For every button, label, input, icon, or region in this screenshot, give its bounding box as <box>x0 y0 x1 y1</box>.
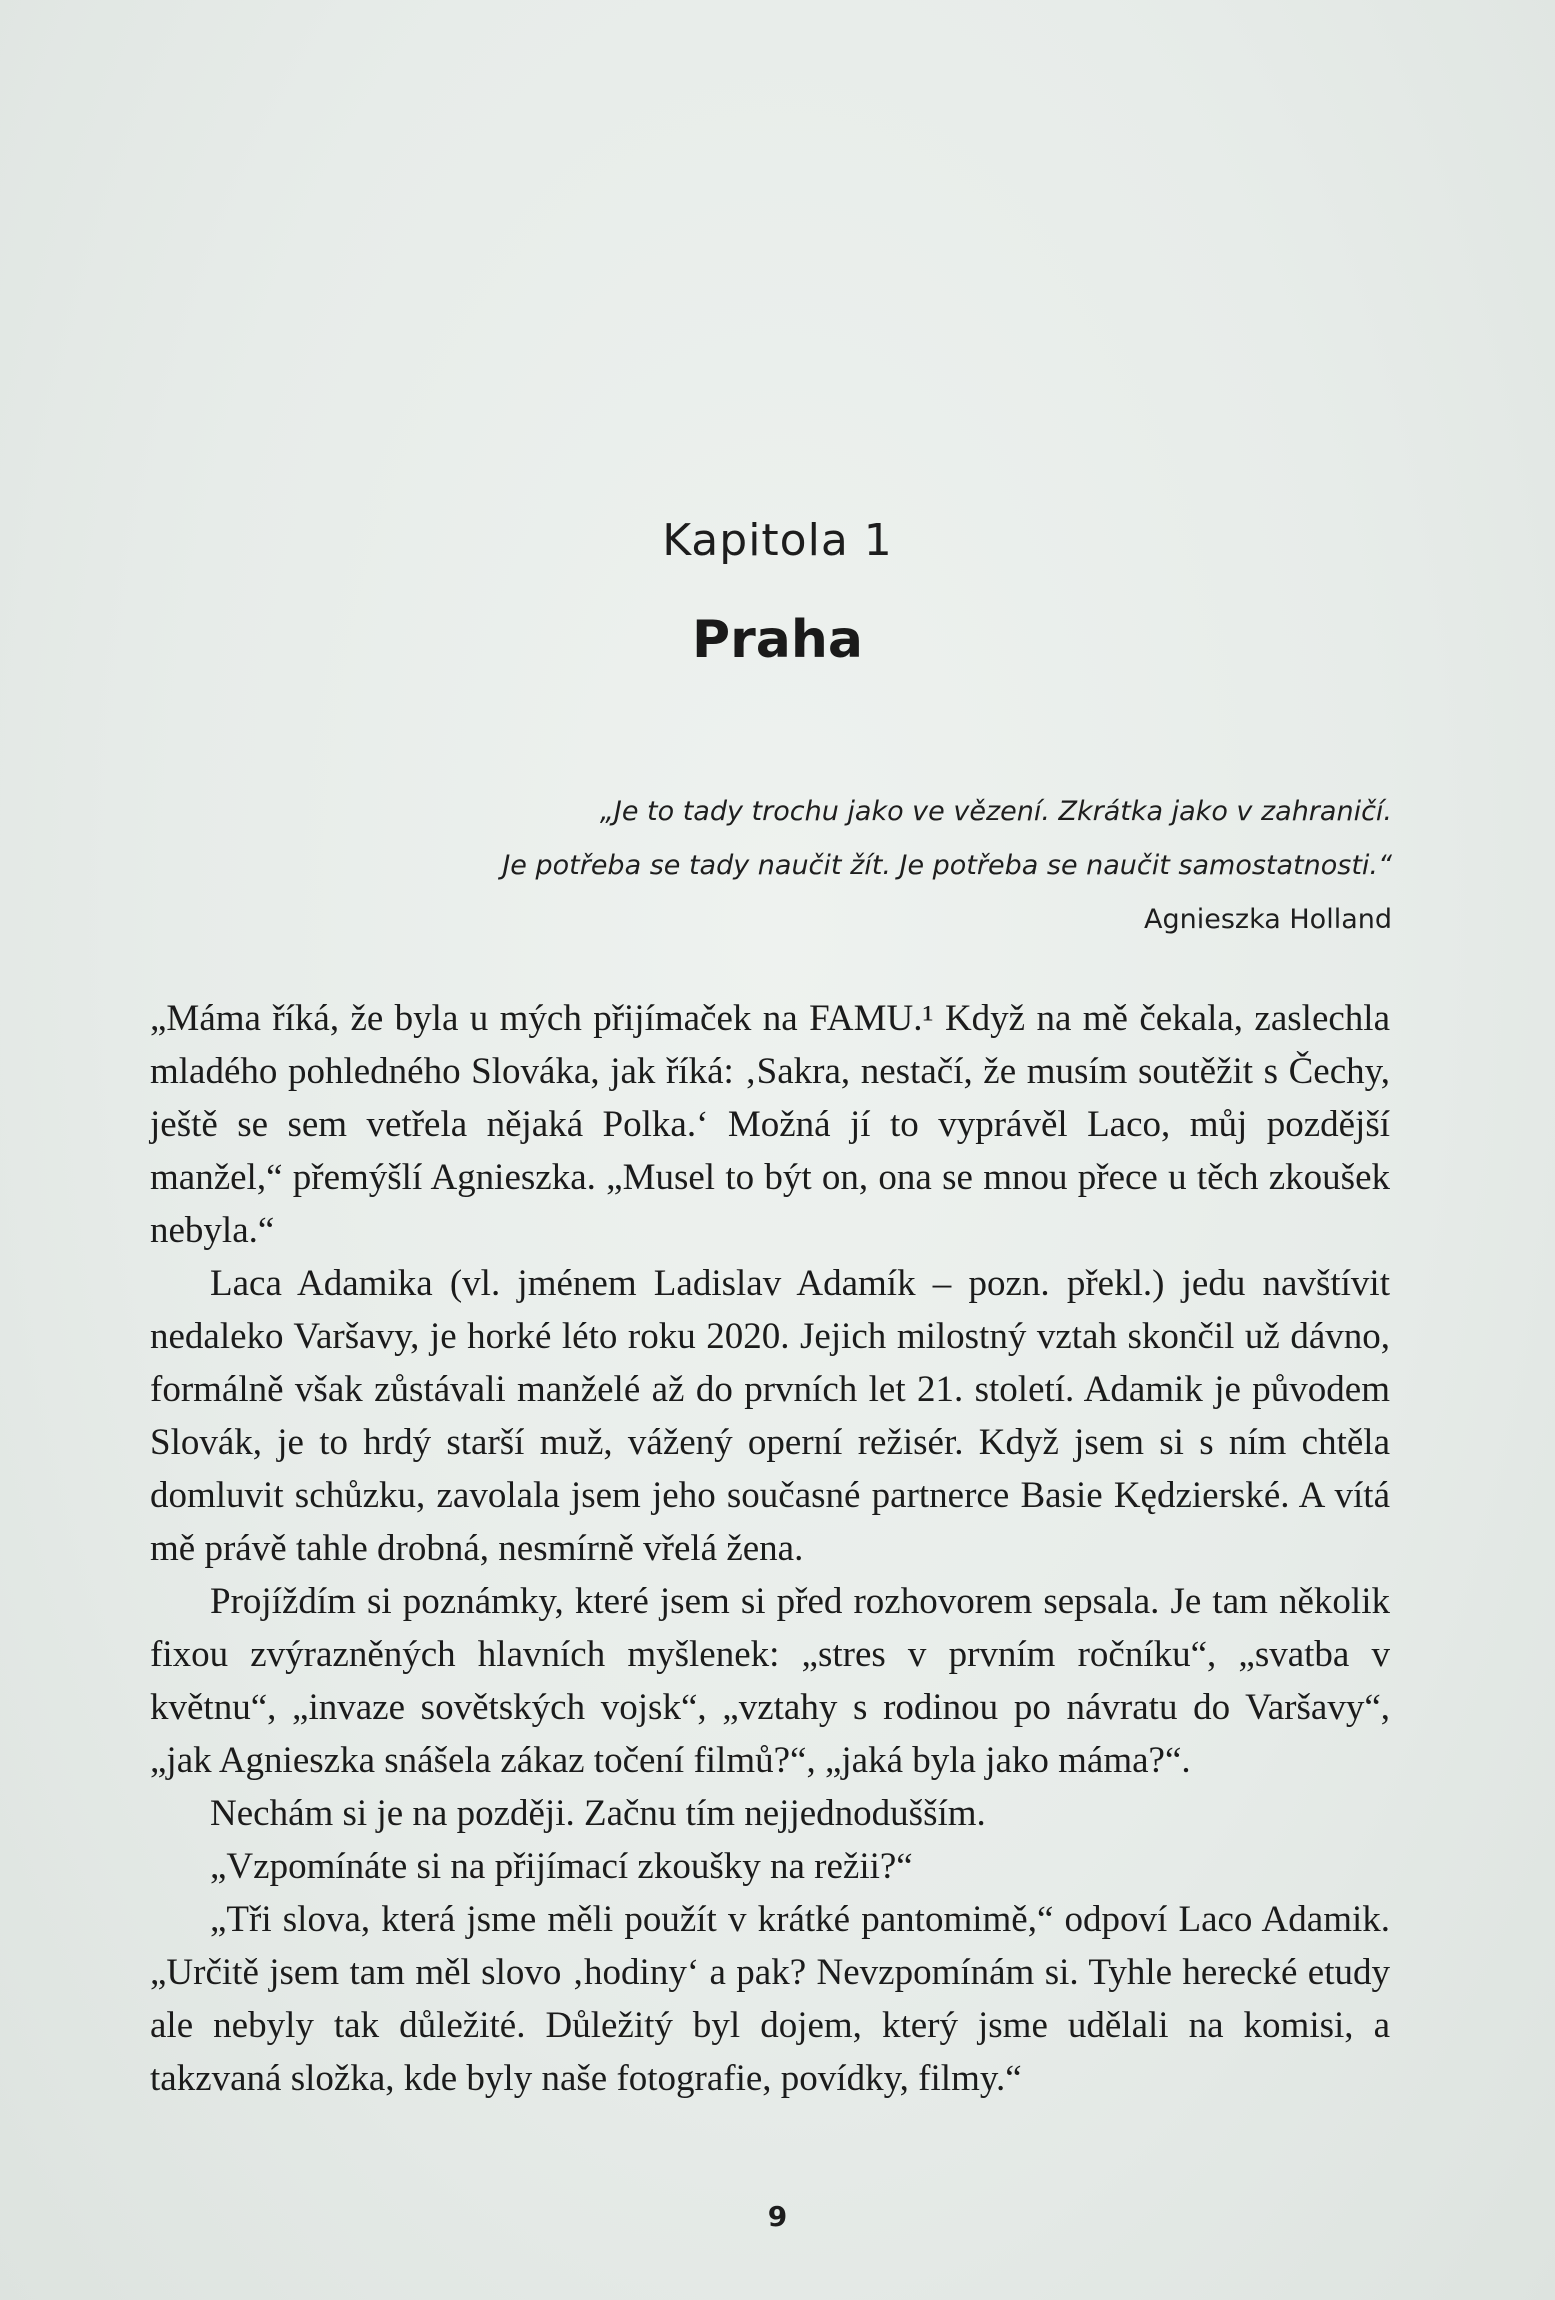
paragraph: „Tři slova, která jsme měli použít v krátké pantomimě,“ odpoví Laco Adamik. „Určitě jsem tam měl slovo ‚hodiny‘ a pak? Nevzpomínám si. Tyhle herecké etudy ale nebyly tak důležité. Důležitý byl dojem, který jsme udělali na komisi, a takzvaná složka, kde byly naše fotografie, povídky, filmy.“ <box>150 1899 1390 2099</box>
paragraph: Nechám si je na později. Začnu tím nejjednodušším. <box>210 1793 986 1834</box>
epigraph <box>292 785 1392 947</box>
epigraph-line: Je potřeba se tady naučit žít. Je potřeba se naučit samostatnosti.“ <box>502 850 1392 881</box>
epigraph-author: Agnieszka Holland <box>1144 904 1392 935</box>
chapter-label: Kapitola 1 <box>662 515 893 566</box>
body-text <box>150 992 1390 2105</box>
paragraph: Laca Adamika (vl. jménem Ladislav Adamík – pozn. překl.) jedu navštívit nedaleko Varšavy, je horké léto roku 2020. Jejich milostný vztah skončil už dávno, formálně však zůstávali manželé až do prvních let 21. století. Adamik je původem Slovák, je to hrdý starší muž, vážený operní režisér. Když jsem si s ním chtěla domluvit schůzku, zavolala jsem jeho současné partnerce Basie Kędzierské. A vítá mě právě tahle drobná, nesmírně vřelá žena. <box>150 1263 1390 1569</box>
epigraph-line: „Je to tady trochu jako ve vězení. Zkrátka jako v zahraničí. <box>599 796 1392 827</box>
paragraph: Projíždím si poznámky, které jsem si před rozhovorem sepsala. Je tam několik fixou zvýrazněných hlavních myšlenek: „stres v prvním ročníku“, „svatba v květnu“, „invaze sovětských vojsk“, „vztahy s rodinou po návratu do Varšavy“, „jak Agnieszka snášela zákaz točení filmů?“, „jaká byla jako máma?“. <box>150 1581 1390 1781</box>
paragraph: „Vzpomínáte si na přijímací zkoušky na režii?“ <box>210 1846 913 1887</box>
page-number: 9 <box>767 2200 788 2233</box>
paragraph: „Máma říká, že byla u mých přijímaček na FAMU.¹ Když na mě čekala, zaslechla mladého pohledného Slováka, jak říká: ‚Sakra, nestačí, že musím soutěžit s Čechy, ještě se sem vetřela nějaká Polka.‘ Možná jí to vyprávěl Laco, můj pozdější manžel,“ přemýšlí Agnieszka. „Musel to být on, ona se mnou přece u těch zkoušek nebyla.“ <box>150 998 1390 1251</box>
chapter-title: Praha <box>692 610 863 670</box>
